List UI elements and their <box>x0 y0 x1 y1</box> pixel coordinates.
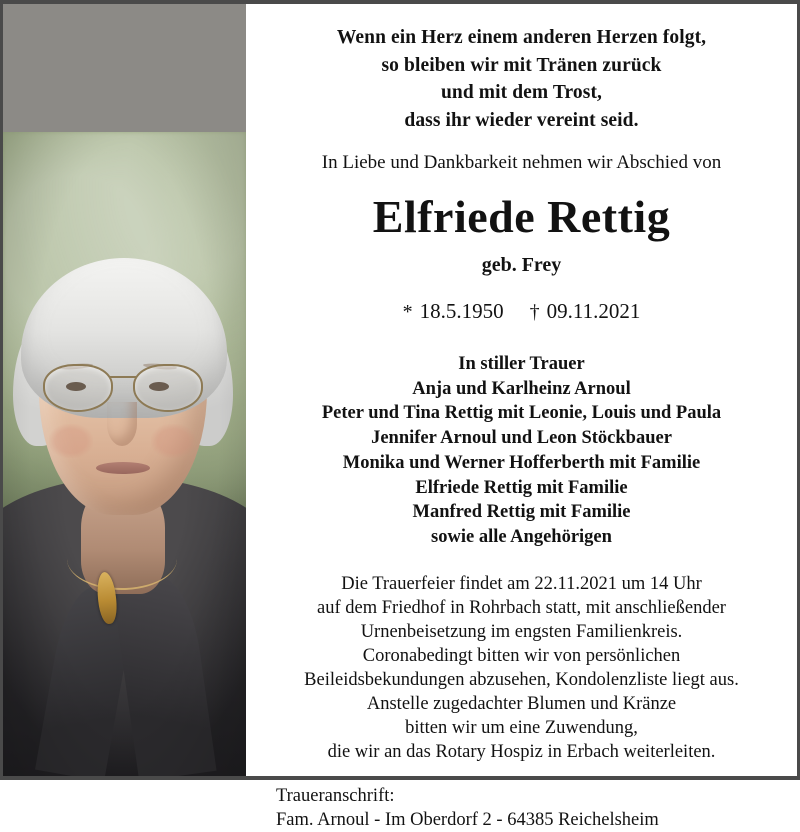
mourner-line: Peter und Tina Rettig mit Leonie, Louis und Paula <box>321 403 722 424</box>
mourner-line: Jennifer Arnoul und Leon Stöckbauer <box>371 428 672 449</box>
death-date-group <box>530 299 641 324</box>
portrait-cheek-right <box>151 424 195 458</box>
poem-line: Wenn ein Herz einem anderen Herzen folgt, <box>336 27 707 48</box>
cross-icon: † <box>529 300 540 323</box>
glasses-lens-left <box>43 364 113 412</box>
poem-line: dass ihr wieder vereint seid. <box>404 110 639 132</box>
mourner-line: Anja und Karlheinz Arnoul <box>412 378 631 399</box>
poem-line: so bleiben wir mit Tränen zurück <box>381 54 662 76</box>
portrait-mouth <box>96 462 150 474</box>
detail-line: Anstelle zugedachter Blumen und Kränze <box>366 694 677 715</box>
portrait-photo <box>3 132 246 776</box>
glasses-lens-right <box>133 364 203 412</box>
intro-text: In Liebe und Dankbarkeit nehmen wir Abschied von <box>321 151 722 173</box>
deceased-name: Elfriede Rettig <box>372 191 671 243</box>
birth-star-icon: * <box>402 300 413 323</box>
detail-line: Die Trauerfeier findet am 22.11.2021 um 14 Uhr <box>341 573 702 594</box>
detail-line: bitten wir um eine Zuwendung, <box>405 718 638 739</box>
mourner-line: sowie alle Angehörigen <box>431 527 612 548</box>
birth-date: 18.5.1950 <box>419 298 504 323</box>
mourners-block <box>264 352 779 550</box>
portrait-column <box>3 4 246 776</box>
mourner-line: Manfred Rettig mit Familie <box>412 502 631 523</box>
detail-line: auf dem Friedhof in Rohrbach statt, mit anschließender <box>317 598 726 619</box>
memorial-poem <box>264 24 779 135</box>
address-label: Traueranschrift: <box>276 786 395 807</box>
ceremony-details <box>264 572 779 764</box>
portrait-necklace-chain <box>67 528 177 590</box>
death-date: 09.11.2021 <box>546 298 641 323</box>
mourners-heading: In stiller Trauer <box>458 353 585 374</box>
detail-line: Beileidsbekundungen abzusehen, Kondolenzliste liegt aus. <box>304 670 739 691</box>
portrait-cheek-left <box>49 424 93 458</box>
detail-line: Coronabedingt bitten wir von persönlichen <box>362 646 681 667</box>
obituary-text-column <box>246 4 797 831</box>
mourning-address <box>264 784 779 832</box>
address-value: Fam. Arnoul - Im Oberdorf 2 - 64385 Reichelsheim <box>276 810 659 831</box>
birth-date-group <box>403 299 504 324</box>
detail-line: die wir an das Rotary Hospiz in Erbach weiterleiten. <box>327 742 716 763</box>
portrait-nose <box>107 402 137 446</box>
glasses-bridge <box>109 376 137 378</box>
mourner-line: Monika und Werner Hofferberth mit Familie <box>342 452 701 473</box>
life-dates <box>264 299 779 324</box>
poem-line: und mit dem Trost, <box>440 82 603 104</box>
detail-line: Urnenbeisetzung im engsten Familienkreis. <box>360 622 683 643</box>
mourner-line: Elfriede Rettig mit Familie <box>415 477 628 498</box>
maiden-name: geb. Frey <box>481 253 562 276</box>
